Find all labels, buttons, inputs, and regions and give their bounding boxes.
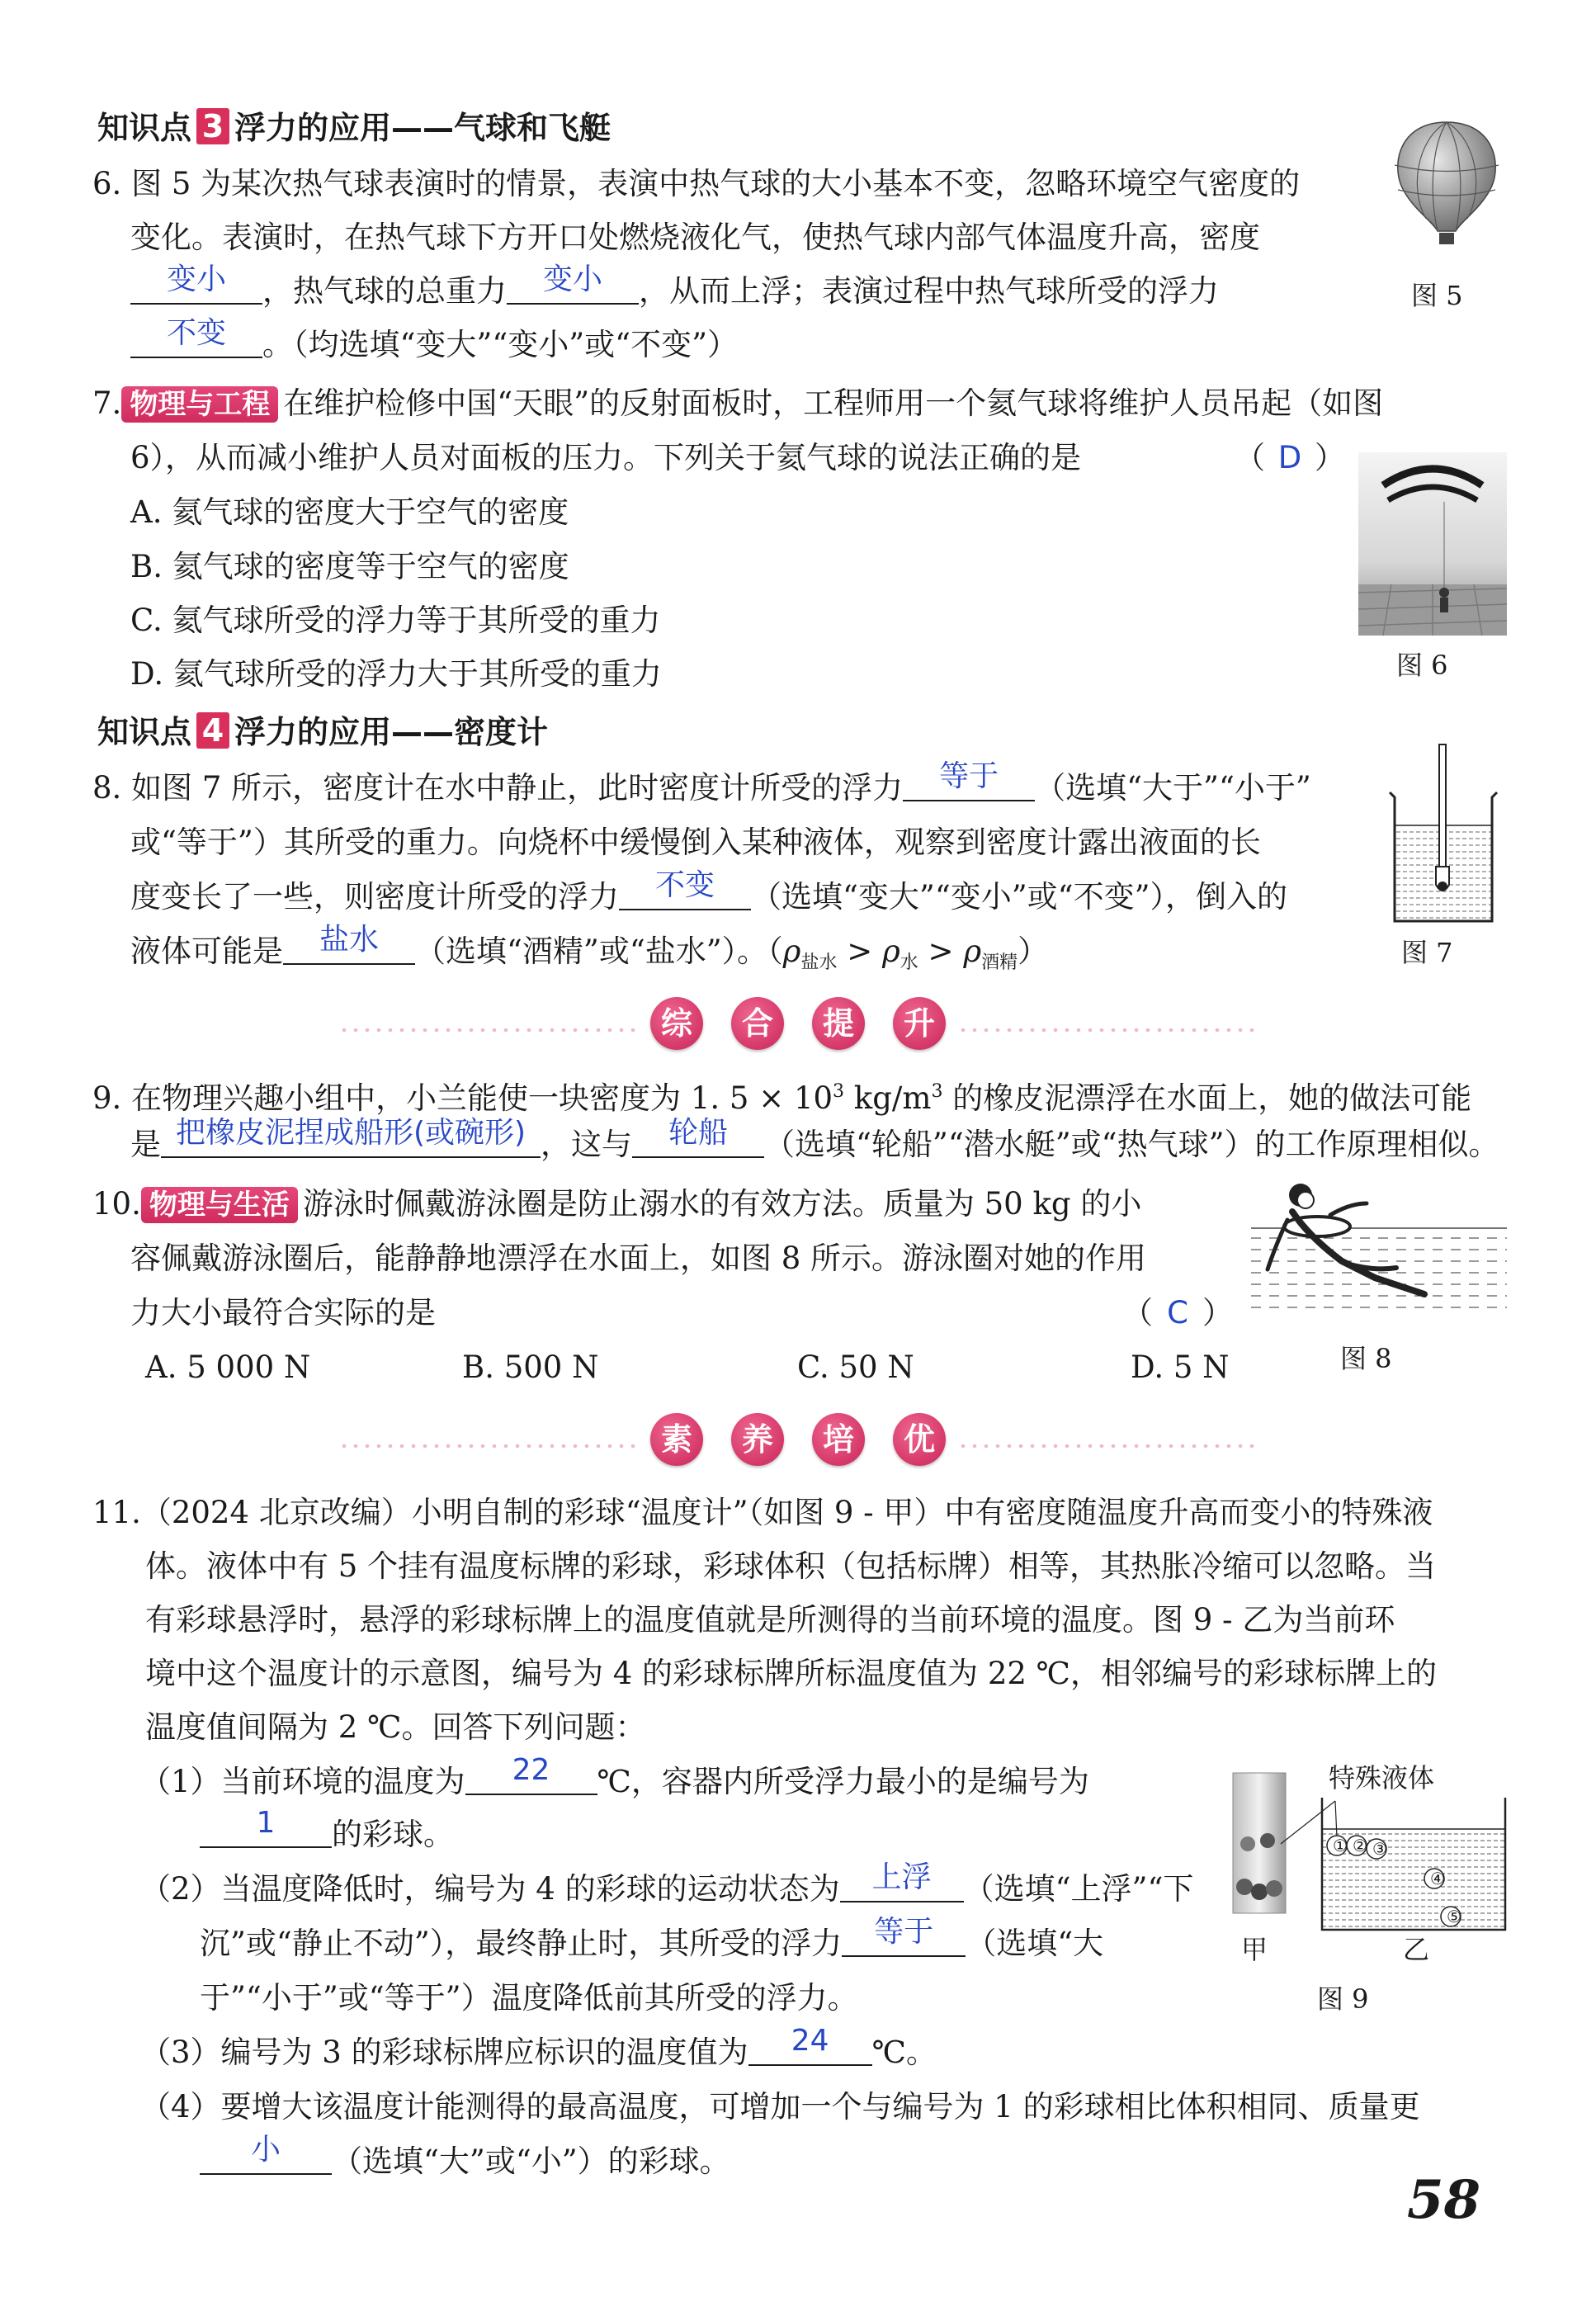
- q11-part-1-line-1: [140, 1753, 1089, 1803]
- q11-blank-5[interactable]: [748, 2024, 872, 2066]
- q9-text: （选填“轮船”“潜水艇”或“热气球”）的工作原理相似。: [764, 1127, 1499, 1162]
- section-char: 养: [731, 1413, 784, 1466]
- q8-line-3: [130, 868, 1287, 918]
- figure-7-caption: 图 7: [1401, 937, 1453, 968]
- q11-line-1: 11.（2024 北京改编）小明自制的彩球“温度计”（如图 9 - 甲）中有密度随温度升高而变小的特殊液: [92, 1495, 1433, 1530]
- q11-answer-6: 小: [250, 2133, 281, 2167]
- q11-answer-4: 等于: [874, 1915, 934, 1949]
- q6-text: 。（均选填“变大”“变小”或“不变”）: [262, 327, 738, 362]
- figure-5-caption: 图 5: [1411, 280, 1463, 311]
- q11-part-4-line-1: （4）要增大该温度计能测得的最高温度，可增加一个与编号为 1 的彩球相比体积相同、质量更: [140, 2089, 1420, 2125]
- section-char: 提: [812, 997, 865, 1050]
- q11-text: （选填“大”或“小”）的彩球。: [332, 2143, 730, 2179]
- q7-line-2: [130, 437, 1081, 479]
- q11-text: ℃，容器内所受浮力最小的是编号为: [597, 1764, 1089, 1799]
- q11-answer-3: 上浮: [871, 1860, 932, 1894]
- q8-text: （选填“大于”“小于”: [1035, 770, 1311, 806]
- q8-answer-3: 盐水: [319, 923, 379, 957]
- q10-number: 10.: [92, 1186, 141, 1222]
- q7-option-d: D. 氦气球所受的浮力大于其所受的重力: [130, 656, 662, 692]
- q11-line-3: 有彩球悬浮时，悬浮的彩球标牌上的温度值就是所测得的当前环境的温度。图 9 - 乙为当前环: [145, 1602, 1395, 1638]
- q7-number: 7.: [92, 385, 122, 421]
- q7-answer-paren[interactable]: （ D ）: [1235, 437, 1345, 479]
- figure-9-jia-label: 甲: [1241, 1934, 1268, 1965]
- ball-label-4: ④: [1430, 1869, 1445, 1888]
- q11-line-5: 温度值间隔为 2 ℃。回答下列问题：: [145, 1709, 646, 1745]
- q11-blank-6[interactable]: [200, 2133, 332, 2175]
- q11-blank-2[interactable]: [200, 1806, 332, 1848]
- q6-blank-1[interactable]: [130, 262, 262, 305]
- q8-text: 度变长了一些，则密度计所受的浮力: [130, 879, 619, 915]
- q7-line-1: [92, 383, 1383, 424]
- q6-line-1: 6. 图 5 为某次热气球表演时的情景，表演中热气球的大小基本不变，忽略环境空气密度的: [92, 166, 1301, 201]
- section-banner-literacy: [0, 1413, 1596, 1479]
- q11-text: （1）当前环境的温度为: [140, 1764, 465, 1799]
- swimmer-ring-figure: [1251, 1179, 1507, 1319]
- q11-text: （选填“大: [966, 1926, 1104, 1961]
- q9-text: 是: [130, 1127, 161, 1162]
- knowledge-point-3-heading: [97, 106, 611, 150]
- q9-text: kg/m: [844, 1080, 932, 1116]
- kp-label: 知识点: [97, 714, 192, 750]
- q11-text: 沉”或“静止不动”），最终静止时，其所受的浮力: [200, 1926, 843, 1961]
- q11-text: （选填“上浮”“下: [963, 1871, 1194, 1907]
- q6-text: ，热气球的总重力: [262, 273, 507, 309]
- helium-balloon-photo-figure: [1358, 452, 1507, 636]
- kp-title: 浮力的应用——气球和飞艇: [234, 110, 611, 146]
- ball-label-5: ⑤: [1447, 1907, 1461, 1926]
- exponent: 3: [833, 1081, 845, 1102]
- section-char: 培: [812, 1413, 865, 1466]
- q7-answer: D: [1277, 440, 1302, 475]
- q7-option-a: A. 氦气球的密度大于空气的密度: [130, 494, 569, 530]
- q9-blank-1[interactable]: [161, 1116, 541, 1158]
- q11-text: ℃。: [871, 2035, 937, 2070]
- q8-blank-3[interactable]: [283, 923, 415, 965]
- density-comparison: $\rho_{盐水} > \rho_水 > \rho_{酒精}$: [782, 933, 1018, 973]
- q8-text: （选填“酒精”或“盐水”）。（: [415, 933, 783, 969]
- q11-answer-5: 24: [791, 2024, 829, 2058]
- densimeter-beaker-figure: [1383, 743, 1507, 929]
- knowledge-point-4-heading: [97, 710, 548, 754]
- q11-answer-1: 22: [512, 1753, 550, 1787]
- q6-answer-3: 不变: [166, 316, 226, 350]
- q11-blank-1[interactable]: [465, 1753, 597, 1795]
- q7-option-c: C. 氦气球所受的浮力等于其所受的重力: [130, 603, 661, 638]
- q6-blank-3[interactable]: [130, 316, 262, 358]
- q9-answer-1: 把橡皮泥捏成船形(或碗形): [175, 1116, 526, 1150]
- q9-line-2: [130, 1116, 1499, 1165]
- q6-line-3: [130, 262, 1219, 312]
- q6-line-2: 变化。表演时，在热气球下方开口处燃烧液化气，使热气球内部气体温度升高，密度: [130, 220, 1260, 255]
- q8-text: 液体可能是: [130, 933, 283, 969]
- q10-answer-paren[interactable]: （ C ）: [1122, 1293, 1233, 1334]
- q8-text: 8. 如图 7 所示，密度计在水中静止，此时密度计所受的浮力: [92, 770, 904, 806]
- q11-text: （2）当温度降低时，编号为 4 的彩球的运动状态为: [140, 1871, 840, 1907]
- q11-part-2-line-3: 于”“小于”或“等于”）温度降低前其所受的浮力。: [200, 1980, 858, 2016]
- q11-blank-4[interactable]: [842, 1915, 966, 1957]
- q11-blank-3[interactable]: [840, 1860, 964, 1902]
- q10-option-b: B. 500 N: [462, 1349, 599, 1385]
- q8-line-2: 或“等于”）其所受的重力。向烧杯中缓慢倒入某种液体，观察到密度计露出液面的长: [130, 825, 1261, 860]
- special-liquid-label: 特殊液体: [1329, 1762, 1435, 1794]
- q9-line-1: [92, 1071, 1471, 1119]
- q7-option-b: B. 氦气球的密度等于空气的密度: [130, 549, 569, 584]
- q7-text: 在维护检修中国“天眼”的反射面板时，工程师用一个氦气球将维护人员吊起（如图: [283, 385, 1384, 421]
- section-char: 素: [650, 1413, 703, 1466]
- q11-line-4: 境中这个温度计的示意图，编号为 4 的彩球标牌所标温度值为 22 ℃，相邻编号的彩球标牌上的: [145, 1656, 1438, 1691]
- q10-option-d: D. 5 N: [1131, 1349, 1230, 1385]
- kp-title: 浮力的应用——密度计: [234, 714, 549, 750]
- q7-text: 6），从而减小维护人员对面板的压力。下列关于氦气球的说法正确的是: [130, 440, 1082, 475]
- q9-text: 的橡皮泥漂浮在水面上，她的做法可能: [942, 1080, 1472, 1116]
- q11-line-2: 体。液体中有 5 个挂有温度标牌的彩球，彩球体积（包括标牌）相等，其热胀冷缩可以忽略。当: [145, 1548, 1437, 1584]
- ball-label-2: ②: [1353, 1836, 1367, 1855]
- ball-label-1: ①: [1333, 1836, 1348, 1855]
- kp-number-badge: 3: [196, 108, 229, 144]
- q7-topic-tag: 物理与工程: [121, 386, 278, 423]
- section-char: 升: [893, 997, 946, 1050]
- q10-topic-tag: 物理与生活: [141, 1187, 298, 1223]
- q8-blank-2[interactable]: [619, 868, 751, 910]
- q6-answer-1: 变小: [166, 262, 226, 296]
- q11-text: 的彩球。: [332, 1817, 454, 1852]
- q6-answer-2: 变小: [542, 262, 602, 296]
- q11-text: （3）编号为 3 的彩球标牌应标识的温度值为: [140, 2035, 748, 2070]
- q6-text: ，从而上浮；表演过程中热气球所受的浮力: [639, 273, 1219, 309]
- q9-answer-2: 轮船: [668, 1116, 728, 1150]
- section-banner-comprehensive: [0, 997, 1596, 1063]
- q8-text: （选填“变大”“变小”或“不变”），倒入的: [751, 879, 1287, 915]
- q8-text: ）: [1018, 933, 1049, 969]
- q10-answer: C: [1167, 1295, 1188, 1331]
- kp-label: 知识点: [97, 110, 192, 146]
- q8-blank-1[interactable]: [903, 759, 1035, 801]
- q6-line-4: [130, 316, 738, 366]
- q10-option-c: C. 50 N: [797, 1349, 914, 1385]
- q11-answer-2: 1: [256, 1806, 276, 1840]
- exponent: 3: [931, 1081, 943, 1102]
- section-char: 优: [893, 1413, 946, 1466]
- q10-option-a: A. 5 000 N: [145, 1349, 311, 1385]
- section-char: 综: [650, 997, 703, 1050]
- q9-text: 9. 在物理兴趣小组中，小兰能使一块密度为 1. 5 × 10: [92, 1080, 833, 1116]
- hot-air-balloon-figure: [1385, 116, 1509, 248]
- q10-line-2: 容佩戴游泳圈后，能静静地漂浮在水面上，如图 8 所示。游泳圈对她的作用: [130, 1241, 1147, 1276]
- q10-line-1: [92, 1184, 1141, 1225]
- q11-part-2-line-2: [200, 1915, 1104, 1964]
- kp-number-badge: 4: [196, 712, 229, 749]
- q8-line-4: [130, 923, 1049, 984]
- figure-9-yi-label: 乙: [1403, 1934, 1430, 1965]
- q10-line-3: 力大小最符合实际的是: [130, 1295, 436, 1331]
- q8-answer-1: 等于: [939, 759, 999, 793]
- q10-text: 游泳时佩戴游泳圈是防止溺水的有效方法。质量为 50 kg 的小: [302, 1186, 1142, 1222]
- figure-9-caption: 图 9: [1317, 1983, 1369, 2015]
- figure-8-caption: 图 8: [1340, 1343, 1392, 1374]
- q11-part-4-line-2: [200, 2133, 730, 2182]
- q11-part-2-line-1: [140, 1860, 1194, 1910]
- page-number: 58: [1406, 2169, 1480, 2231]
- q9-blank-2[interactable]: [632, 1116, 764, 1158]
- figure-6-caption: 图 6: [1396, 650, 1448, 681]
- q11-part-3: [140, 2024, 937, 2073]
- ball-label-3: ③: [1372, 1839, 1387, 1859]
- q9-text: ，这与: [541, 1127, 632, 1162]
- q8-answer-2: 不变: [654, 868, 715, 902]
- q6-blank-2[interactable]: [507, 262, 639, 305]
- q11-part-1-line-2: [200, 1806, 454, 1855]
- q8-line-1: [92, 759, 1311, 809]
- section-char: 合: [731, 997, 784, 1050]
